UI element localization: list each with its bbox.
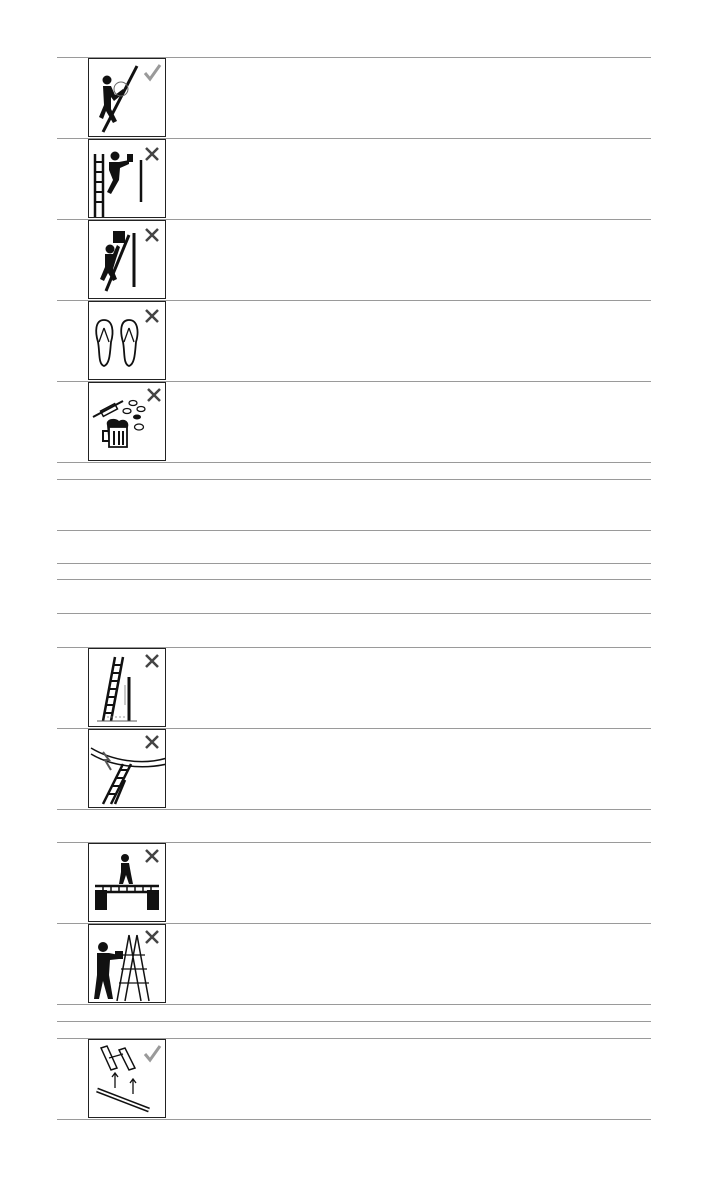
- divider: [57, 1004, 651, 1005]
- person-climbing-ladder-icon: [88, 58, 166, 137]
- divider: [57, 579, 651, 580]
- cross-icon: [146, 655, 158, 667]
- flip-flop-sandals-icon: [88, 301, 166, 380]
- ladder-stabilizer-bar-icon: [88, 1039, 166, 1118]
- cross-icon: [146, 931, 158, 943]
- cross-icon: [146, 229, 158, 241]
- overreaching-from-ladder-icon: [88, 139, 166, 218]
- drugs-and-alcohol-icon: [88, 382, 166, 461]
- cross-icon: [146, 148, 158, 160]
- cross-icon: [146, 850, 158, 862]
- sideways-working-from-ladder-icon: [88, 924, 166, 1003]
- carrying-load-on-ladder-icon: [88, 220, 166, 299]
- checkmark-icon: [145, 1046, 160, 1060]
- ladder-used-as-bridge-icon: [88, 843, 166, 922]
- divider: [57, 1119, 651, 1120]
- ladder-angle-against-wall-icon: [88, 648, 166, 727]
- divider: [57, 1021, 651, 1022]
- divider: [57, 479, 651, 480]
- ladder-near-power-lines-icon: [88, 729, 166, 808]
- divider: [57, 530, 651, 531]
- cross-icon: [148, 389, 160, 401]
- cross-icon: [146, 310, 158, 322]
- divider: [57, 563, 651, 564]
- cross-icon: [146, 736, 158, 748]
- checkmark-icon: [145, 65, 160, 79]
- divider: [57, 613, 651, 614]
- divider: [57, 809, 651, 810]
- divider: [57, 462, 651, 463]
